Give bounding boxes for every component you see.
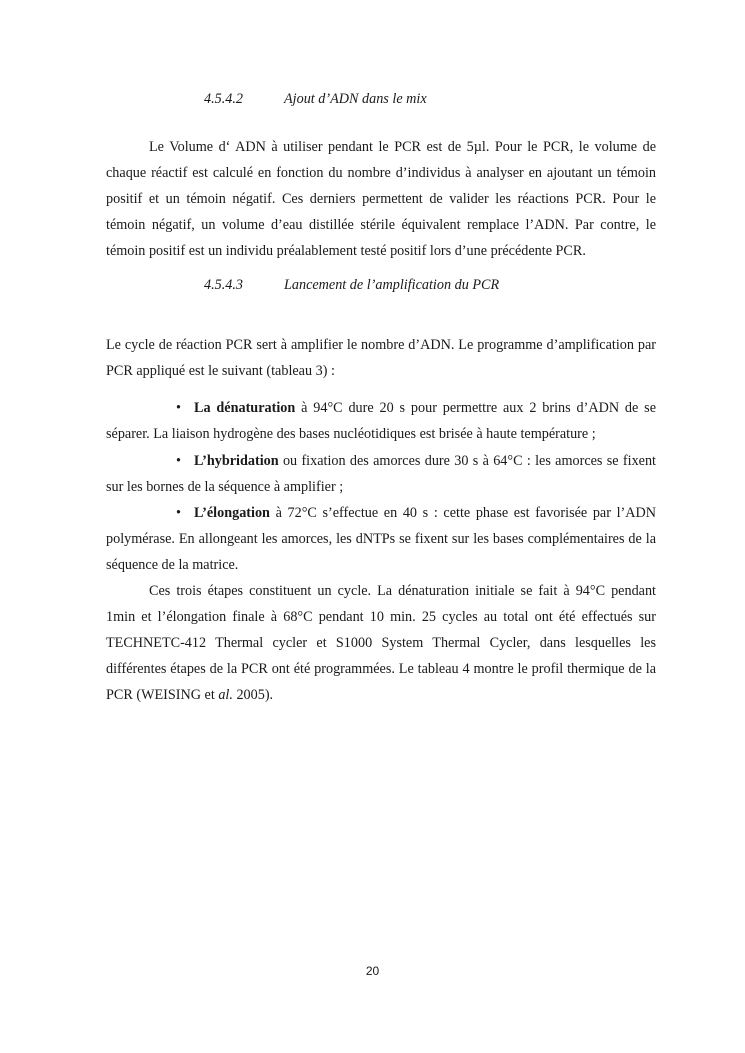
paragraph-adn-volume: Le Volume d‘ ADN à utiliser pendant le PCR est de 5µl. Pour le PCR, le volume de chaque réactif est calculé en fonction du nombre d’individus à analyser en ajoutant un témoin positif et un témoin négatif. Ces derniers permettent de valider les réactions PCR. Pour le témoin négatif, un volume d’eau distillée stérile équivalent remplace l’ADN. Par contre, le témoin positif est un individu préalablement testé positif lors d’une précédente PCR. (106, 139, 656, 259)
section-title: Ajout d’ADN dans le mix (284, 91, 427, 107)
bullet-text: à 72°C s’effectue en 40 s : cette phase est favorisée par l’ADN polymérase. En allongeant les amorces, les dNTPs se fixent sur les bases complémentaires de la séquence de la matrice. (106, 505, 656, 573)
page-number: 20 (365, 964, 380, 978)
bullet-marker: • (176, 505, 181, 521)
paragraph-cycle-summary (106, 578, 656, 708)
bullet-denaturation (106, 395, 656, 447)
section-heading-4-5-4-2 (204, 90, 427, 108)
bullet-hybridation (106, 448, 656, 500)
bullet-text: à 94°C dure 20 s pour permettre aux 2 brins d’ADN de se séparer. La liaison hydrogène des bases nucléotidiques est brisée à haute température ; (106, 400, 656, 442)
paragraph-pcr-cycle: Le cycle de réaction PCR sert à amplifier le nombre d’ADN. Le programme d’amplification par PCR appliqué est le suivant (tableau 3) : (106, 337, 656, 379)
summary-italic: al. (218, 687, 233, 703)
bullet-elongation (106, 500, 656, 578)
section-heading-4-5-4-3 (204, 276, 499, 294)
bullet-marker: • (176, 400, 181, 416)
bullet-term: L’élongation (194, 505, 270, 521)
bullet-marker: • (176, 453, 181, 469)
section-number: 4.5.4.3 (204, 277, 244, 293)
summary-text-end: 2005). (232, 687, 274, 703)
section-number: 4.5.4.2 (204, 91, 244, 107)
bullet-text: ou fixation des amorces dure 30 s à 64°C : les amorces se fixent sur les bornes de la séquence à amplifier ; (106, 453, 656, 495)
summary-text: Ces trois étapes constituent un cycle. La dénaturation initiale se fait à 94°C pendant 1min et l’élongation finale à 68°C pendant 10 min. 25 cycles au total ont été effectués sur TECHNETC-412 Thermal cycler et S1000 System Thermal Cycler, dans lesquelles les différentes étapes de la PCR ont été programmées. Le tableau 4 montre le profil thermique de la PCR (WEISING et (106, 583, 656, 703)
bullet-term: L’hybridation (194, 453, 279, 469)
section-title: Lancement de l’amplification du PCR (284, 277, 500, 293)
bullet-term: La dénaturation (194, 400, 296, 416)
